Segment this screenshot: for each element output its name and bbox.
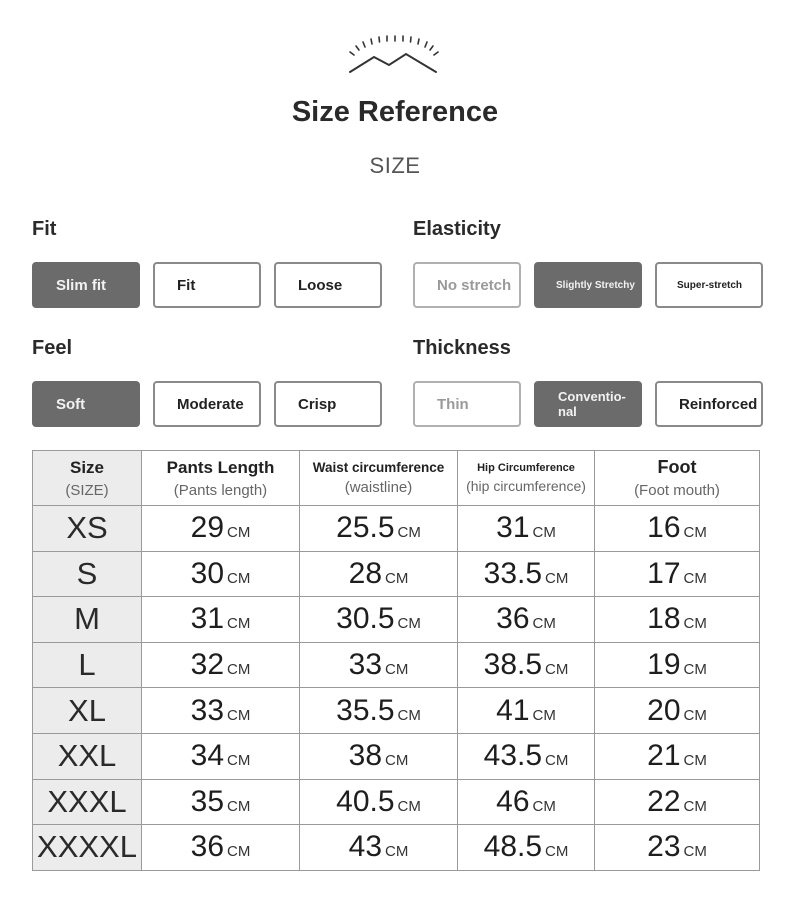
foot-value: 16 [647, 511, 681, 545]
hip-value: 41 [496, 693, 530, 727]
feel-label: Feel [32, 337, 73, 359]
fit-option-loose: Loose [274, 262, 382, 308]
mountain-sun-icon [344, 30, 442, 78]
waist-value: 25.5 [336, 511, 395, 545]
elasticity-option-super-stretch: Super-stretch [655, 262, 763, 308]
length-value: 33 [190, 693, 225, 727]
unit-label: CM [227, 524, 251, 542]
waist-value: 43 [348, 830, 383, 864]
unit-label: CM [385, 843, 409, 861]
table-row [33, 642, 760, 688]
hip-cell [458, 779, 595, 825]
length-value: 30 [190, 556, 225, 590]
size-cell: XXXL [33, 779, 142, 825]
hip-cell [458, 642, 595, 688]
size-cell: M [33, 597, 142, 643]
length-cell [142, 506, 300, 552]
length-value: 35 [190, 784, 225, 818]
waist-value: 35.5 [336, 693, 395, 727]
foot-cell [595, 825, 760, 871]
unit-label: CM [532, 706, 556, 724]
header-size: Size (SIZE) [33, 451, 142, 506]
foot-value: 23 [647, 830, 681, 864]
waist-cell [300, 688, 458, 734]
length-cell [142, 779, 300, 825]
length-cell [142, 825, 300, 871]
unit-label: CM [545, 661, 569, 679]
table-row [33, 733, 760, 779]
fit-group [32, 218, 382, 294]
thickness-option-thin: Thin [413, 381, 521, 427]
unit-label: CM [545, 843, 569, 861]
hip-cell [458, 733, 595, 779]
waist-value: 38 [348, 739, 383, 773]
foot-cell [595, 688, 760, 734]
foot-cell [595, 551, 760, 597]
unit-label: CM [683, 524, 707, 542]
hip-value: 36 [496, 602, 530, 636]
unit-label: CM [227, 752, 251, 770]
size-cell: S [33, 551, 142, 597]
waist-value: 40.5 [336, 784, 395, 818]
unit-label: CM [227, 843, 251, 861]
table-header-row [33, 451, 760, 506]
waist-cell [300, 733, 458, 779]
unit-label: CM [397, 524, 421, 542]
size-cell: XXL [33, 733, 142, 779]
fit-option-slim-fit: Slim fit [32, 262, 140, 308]
unit-label: CM [385, 661, 409, 679]
elasticity-label: Elasticity [413, 218, 501, 240]
unit-label: CM [683, 843, 707, 861]
elasticity-group [413, 218, 763, 294]
table-row [33, 688, 760, 734]
waist-cell [300, 779, 458, 825]
foot-value: 22 [647, 784, 681, 818]
length-value: 36 [190, 830, 225, 864]
feel-option-moderate: Moderate [153, 381, 261, 427]
hip-value: 43.5 [483, 739, 543, 773]
hip-cell [458, 825, 595, 871]
elasticity-option-slightly-stretchy: Slightly Stretchy [534, 262, 642, 308]
hip-value: 38.5 [483, 648, 543, 682]
table-row [33, 779, 760, 825]
page-subtitle: SIZE [369, 153, 421, 178]
table-row [33, 825, 760, 871]
table-row [33, 506, 760, 552]
foot-cell [595, 597, 760, 643]
unit-label: CM [385, 569, 409, 587]
length-cell [142, 597, 300, 643]
table-row [33, 597, 760, 643]
waist-cell [300, 642, 458, 688]
unit-label: CM [397, 797, 421, 815]
unit-label: CM [532, 797, 556, 815]
unit-label: CM [683, 615, 707, 633]
hip-value: 46 [496, 784, 530, 818]
feel-option-crisp: Crisp [274, 381, 382, 427]
unit-label: CM [683, 706, 707, 724]
length-value: 32 [190, 648, 225, 682]
foot-value: 18 [647, 602, 681, 636]
hip-value: 33.5 [483, 556, 543, 590]
unit-label: CM [227, 569, 251, 587]
thickness-option-reinforced: Reinforced [655, 381, 763, 427]
waist-value: 30.5 [336, 602, 395, 636]
waist-value: 28 [348, 556, 383, 590]
unit-label: CM [227, 797, 251, 815]
waist-cell [300, 551, 458, 597]
hip-cell [458, 688, 595, 734]
foot-cell [595, 642, 760, 688]
length-value: 29 [190, 511, 225, 545]
hip-value: 31 [496, 511, 530, 545]
waist-cell [300, 506, 458, 552]
size-cell: L [33, 642, 142, 688]
unit-label: CM [683, 569, 707, 587]
feel-group [32, 337, 382, 413]
unit-label: CM [397, 615, 421, 633]
foot-value: 19 [647, 648, 681, 682]
foot-value: 17 [647, 556, 681, 590]
unit-label: CM [532, 615, 556, 633]
elasticity-option-no-stretch: No stretch [413, 262, 521, 308]
length-cell [142, 688, 300, 734]
length-cell [142, 733, 300, 779]
header-foot: Foot (Foot mouth) [595, 451, 760, 506]
length-value: 31 [190, 602, 225, 636]
foot-cell [595, 779, 760, 825]
thickness-label: Thickness [413, 337, 511, 359]
thickness-option-conventional: Conventio-nal [534, 381, 642, 427]
size-table [32, 450, 760, 871]
hip-cell [458, 506, 595, 552]
page-title: Size Reference [291, 96, 499, 128]
unit-label: CM [227, 706, 251, 724]
unit-label: CM [227, 661, 251, 679]
unit-label: CM [683, 661, 707, 679]
feel-option-soft: Soft [32, 381, 140, 427]
unit-label: CM [683, 752, 707, 770]
hip-cell [458, 551, 595, 597]
foot-value: 21 [647, 739, 681, 773]
foot-cell [595, 733, 760, 779]
unit-label: CM [397, 706, 421, 724]
size-cell: XS [33, 506, 142, 552]
hip-cell [458, 597, 595, 643]
length-cell [142, 551, 300, 597]
header-pants-length: Pants Length (Pants length) [142, 451, 300, 506]
table-row [33, 551, 760, 597]
fit-option-fit: Fit [153, 262, 261, 308]
header-hip: Hip Circumference (hip circumference) [458, 451, 595, 506]
unit-label: CM [545, 569, 569, 587]
unit-label: CM [545, 752, 569, 770]
foot-cell [595, 506, 760, 552]
unit-label: CM [385, 752, 409, 770]
waist-value: 33 [348, 648, 383, 682]
unit-label: CM [227, 615, 251, 633]
header-waist: Waist circumference (waistline) [300, 451, 458, 506]
length-value: 34 [190, 739, 225, 773]
unit-label: CM [683, 797, 707, 815]
length-cell [142, 642, 300, 688]
hip-value: 48.5 [483, 830, 543, 864]
unit-label: CM [532, 524, 556, 542]
size-cell: XL [33, 688, 142, 734]
fit-label: Fit [32, 218, 57, 240]
thickness-group [413, 337, 763, 419]
waist-cell [300, 825, 458, 871]
size-cell: XXXXL [33, 825, 142, 871]
waist-cell [300, 597, 458, 643]
foot-value: 20 [647, 693, 681, 727]
